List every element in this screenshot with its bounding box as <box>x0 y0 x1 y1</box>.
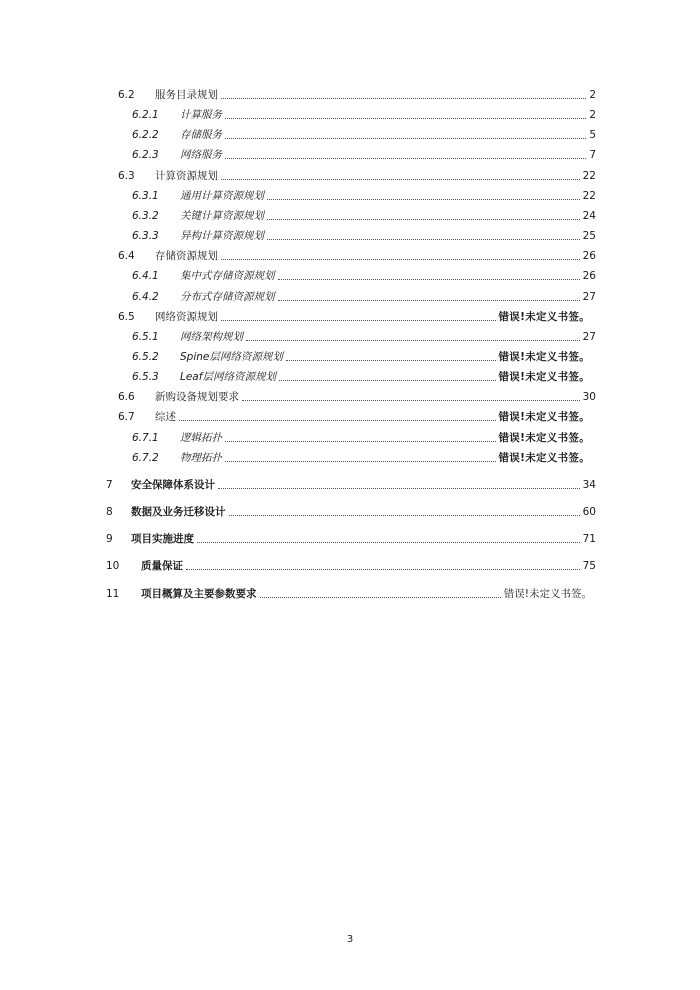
toc-entry-title: 关键计算资源规划 <box>180 210 264 222</box>
toc-dot-leader <box>286 360 496 361</box>
toc-entry[interactable] <box>0 531 700 547</box>
toc-entry-page: 30 <box>582 391 596 403</box>
toc-dot-leader <box>225 138 586 139</box>
page-number: 3 <box>346 934 354 945</box>
toc-entry-title: 异构计算资源规划 <box>180 230 264 242</box>
toc-dot-leader <box>225 158 586 159</box>
toc-entry-number: 6.5.3 <box>132 371 159 383</box>
toc-dot-leader <box>267 239 580 240</box>
toc-entry-number: 10 <box>106 560 120 572</box>
toc-entry-title: 网络服务 <box>180 149 222 161</box>
toc-entry-page: 错误!未定义书签。 <box>498 351 590 363</box>
toc-entry-title: 数据及业务迁移设计 <box>131 506 226 518</box>
toc-entry-number: 6.5 <box>118 311 135 323</box>
toc-entry[interactable] <box>0 349 700 365</box>
toc-entry[interactable] <box>0 107 700 123</box>
toc-entry-title: 计算资源规划 <box>155 170 218 182</box>
toc-dot-leader <box>221 259 580 260</box>
toc-entry-number: 6.2.2 <box>132 129 159 141</box>
toc-entry-number: 6.6 <box>118 391 135 403</box>
toc-dot-leader <box>279 380 496 381</box>
toc-entry-page: 60 <box>582 506 596 518</box>
toc-entry-title: 逻辑拓扑 <box>180 432 222 444</box>
toc-entry-number: 6.2 <box>118 89 135 101</box>
toc-entry[interactable] <box>0 504 700 520</box>
toc-entry-number: 6.3.2 <box>132 210 159 222</box>
toc-entry-title: 物理拓扑 <box>180 452 222 464</box>
toc-entry[interactable] <box>0 450 700 466</box>
toc-entry[interactable] <box>0 228 700 244</box>
toc-dot-leader <box>278 279 580 280</box>
toc-entry[interactable] <box>0 248 700 264</box>
toc-entry-page: 71 <box>582 533 596 545</box>
toc-entry-page: 34 <box>582 479 596 491</box>
toc-dot-leader <box>186 569 580 570</box>
toc-entry-page: 错误!未定义书签。 <box>498 432 590 444</box>
toc-dot-leader <box>267 199 580 200</box>
toc-entry-page: 22 <box>582 170 596 182</box>
toc-entry-number: 6.7 <box>118 411 135 423</box>
toc-entry-title: 集中式存储资源规划 <box>180 270 275 282</box>
toc-entry-page: 75 <box>582 560 596 572</box>
toc-entry-page: 5 <box>589 129 596 141</box>
toc-entry-title: 计算服务 <box>180 109 222 121</box>
toc-entry-page: 错误!未定义书签。 <box>498 311 590 323</box>
toc-entry-page: 22 <box>582 190 596 202</box>
toc-entry-title: 综述 <box>155 411 176 423</box>
toc-entry-page: 26 <box>582 250 596 262</box>
toc-entry-page: 24 <box>582 210 596 222</box>
toc-entry-number: 6.4 <box>118 250 135 262</box>
toc-entry-title: 网络架构规划 <box>180 331 243 343</box>
toc-dot-leader <box>246 340 580 341</box>
toc-entry[interactable] <box>0 127 700 143</box>
toc-entry[interactable] <box>0 208 700 224</box>
toc-dot-leader <box>229 515 580 516</box>
toc-entry[interactable] <box>0 87 700 103</box>
toc-entry-title: 网络资源规划 <box>155 311 218 323</box>
toc-entry-page: 错误!未定义书签。 <box>503 588 592 600</box>
toc-entry-number: 11 <box>106 588 120 600</box>
toc-dot-leader <box>260 597 501 598</box>
toc-dot-leader <box>221 179 580 180</box>
toc-entry-number: 9 <box>106 533 113 545</box>
toc-entry-number: 6.3.3 <box>132 230 159 242</box>
toc-entry-title: 通用计算资源规划 <box>180 190 264 202</box>
toc-entry[interactable] <box>0 369 700 385</box>
toc-entry-number: 6.3 <box>118 170 135 182</box>
toc-dot-leader <box>242 400 580 401</box>
toc-entry[interactable] <box>0 188 700 204</box>
toc-entry-number: 6.7.1 <box>132 432 159 444</box>
toc-entry-page: 错误!未定义书签。 <box>498 411 590 423</box>
toc-entry-number: 8 <box>106 506 113 518</box>
toc-entry-number: 7 <box>106 479 113 491</box>
toc-dot-leader <box>278 300 580 301</box>
toc-entry-page: 2 <box>589 89 596 101</box>
toc-dot-leader <box>179 420 496 421</box>
toc-entry[interactable] <box>0 329 700 345</box>
toc-entry-page: 27 <box>582 331 596 343</box>
toc-entry-number: 6.4.2 <box>132 291 159 303</box>
toc-dot-leader <box>218 488 580 489</box>
toc-entry-page: 26 <box>582 270 596 282</box>
toc-entry-title: 质量保证 <box>141 560 183 572</box>
toc-dot-leader <box>225 461 496 462</box>
toc-entry-number: 6.3.1 <box>132 190 159 202</box>
toc-entry-number: 6.2.1 <box>132 109 159 121</box>
toc-entry-title: 安全保障体系设计 <box>131 479 215 491</box>
toc-entry-title: 存储资源规划 <box>155 250 218 262</box>
toc-entry-title: 项目概算及主要参数要求 <box>141 588 257 600</box>
toc-dot-leader <box>225 441 496 442</box>
toc-dot-leader <box>225 118 586 119</box>
toc-entry-title: 服务目录规划 <box>155 89 218 101</box>
toc-entry[interactable] <box>0 168 700 184</box>
toc-dot-leader <box>267 219 580 220</box>
toc-entry-title: Leaf层网络资源规划 <box>180 371 276 383</box>
toc-entry-title: 分布式存储资源规划 <box>180 291 275 303</box>
toc-entry[interactable] <box>0 389 700 405</box>
toc-entry-title: Spine层网络资源规划 <box>180 351 283 363</box>
toc-entry[interactable] <box>0 586 700 602</box>
toc-entry-title: 新购设备规划要求 <box>155 391 239 403</box>
toc-entry[interactable] <box>0 558 700 574</box>
toc-entry-number: 6.7.2 <box>132 452 159 464</box>
toc-dot-leader <box>221 98 586 99</box>
toc-entry-page: 25 <box>582 230 596 242</box>
toc-entry[interactable] <box>0 430 700 446</box>
toc-dot-leader <box>197 542 580 543</box>
toc-entry-page: 错误!未定义书签。 <box>498 371 590 383</box>
toc-entry[interactable] <box>0 309 700 325</box>
toc-dot-leader <box>221 320 496 321</box>
toc-entry-number: 6.4.1 <box>132 270 159 282</box>
toc-entry-title: 项目实施进度 <box>131 533 194 545</box>
toc-entry-title: 存储服务 <box>180 129 222 141</box>
toc-entry[interactable] <box>0 409 700 425</box>
toc-entry[interactable] <box>0 477 700 493</box>
toc-entry-number: 6.5.1 <box>132 331 159 343</box>
toc-entry-page: 2 <box>589 109 596 121</box>
toc-entry-page: 27 <box>582 291 596 303</box>
toc-entry[interactable] <box>0 147 700 163</box>
toc-entry-number: 6.5.2 <box>132 351 159 363</box>
toc-entry[interactable] <box>0 289 700 305</box>
toc-entry[interactable] <box>0 268 700 284</box>
toc-entry-page: 7 <box>589 149 596 161</box>
toc-entry-page: 错误!未定义书签。 <box>498 452 590 464</box>
toc-entry-number: 6.2.3 <box>132 149 159 161</box>
